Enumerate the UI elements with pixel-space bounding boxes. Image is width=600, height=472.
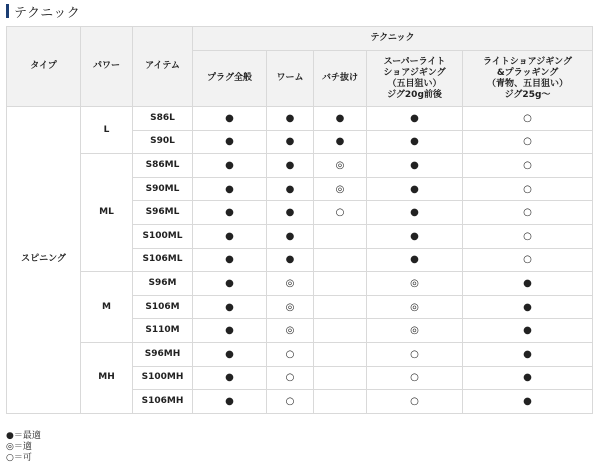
mark-cell: ● bbox=[193, 224, 267, 248]
mark-cell: ● bbox=[367, 107, 463, 131]
mark-cell: ○ bbox=[463, 130, 593, 154]
header-technique-4 bbox=[463, 51, 593, 107]
mark-cell: ◎ bbox=[267, 319, 314, 343]
item-cell: S90L bbox=[133, 130, 193, 154]
mark-cell: ● bbox=[367, 177, 463, 201]
mark-cell bbox=[314, 224, 367, 248]
heading-accent-bar bbox=[6, 4, 9, 18]
mark-cell: ● bbox=[463, 342, 593, 366]
header-technique-line: ジグ20g前後 bbox=[387, 89, 442, 100]
mark-cell: ● bbox=[463, 390, 593, 414]
table-row bbox=[7, 272, 593, 296]
mark-cell: ● bbox=[367, 154, 463, 178]
header-technique-2 bbox=[314, 51, 367, 107]
section-title: テクニック bbox=[14, 5, 81, 21]
mark-cell: ◎ bbox=[267, 272, 314, 296]
power-cell: ML bbox=[81, 154, 133, 272]
mark-cell: ○ bbox=[463, 201, 593, 225]
mark-cell bbox=[314, 319, 367, 343]
table-row bbox=[7, 154, 593, 178]
mark-cell: ◎ bbox=[314, 154, 367, 178]
mark-cell: ○ bbox=[463, 177, 593, 201]
mark-cell: ● bbox=[193, 295, 267, 319]
mark-cell: ● bbox=[193, 366, 267, 390]
item-cell: S96ML bbox=[133, 201, 193, 225]
mark-cell: ● bbox=[193, 154, 267, 178]
mark-cell: ○ bbox=[463, 107, 593, 131]
mark-cell: ○ bbox=[267, 366, 314, 390]
header-technique-line: スーパーライト bbox=[383, 56, 446, 67]
item-cell: S100MH bbox=[133, 366, 193, 390]
mark-cell: ◎ bbox=[367, 272, 463, 296]
header-item: アイテム bbox=[133, 27, 193, 107]
mark-cell: ○ bbox=[267, 390, 314, 414]
mark-cell: ○ bbox=[367, 342, 463, 366]
mark-cell bbox=[314, 248, 367, 272]
header-technique-group: テクニック bbox=[193, 27, 593, 51]
mark-cell: ● bbox=[463, 295, 593, 319]
mark-cell: ○ bbox=[463, 224, 593, 248]
item-cell: S106MH bbox=[133, 390, 193, 414]
item-cell: S106ML bbox=[133, 248, 193, 272]
mark-cell: ● bbox=[367, 201, 463, 225]
mark-cell: ● bbox=[193, 201, 267, 225]
mark-cell: ● bbox=[193, 272, 267, 296]
mark-cell: ◎ bbox=[367, 319, 463, 343]
mark-cell: ● bbox=[193, 177, 267, 201]
mark-cell: ● bbox=[267, 130, 314, 154]
mark-cell: ● bbox=[267, 201, 314, 225]
mark-cell: ● bbox=[193, 107, 267, 131]
mark-cell: ○ bbox=[367, 390, 463, 414]
header-technique-line: プラグ全般 bbox=[206, 73, 252, 83]
mark-cell: ● bbox=[314, 107, 367, 131]
legend-possible: ○＝可 bbox=[6, 453, 32, 463]
header-technique-0 bbox=[193, 51, 267, 107]
power-cell: L bbox=[81, 107, 133, 154]
item-cell: S110M bbox=[133, 319, 193, 343]
mark-cell bbox=[314, 342, 367, 366]
legend-best: ●＝最適 bbox=[6, 431, 41, 441]
mark-cell: ● bbox=[367, 224, 463, 248]
header-technique-line: ジグ25g～ bbox=[504, 89, 551, 100]
item-cell: S100ML bbox=[133, 224, 193, 248]
header-technique-1 bbox=[267, 51, 314, 107]
mark-cell: ○ bbox=[314, 201, 367, 225]
mark-cell: ● bbox=[267, 154, 314, 178]
mark-cell: ● bbox=[267, 224, 314, 248]
header-power: パワー bbox=[81, 27, 133, 107]
mark-cell bbox=[314, 366, 367, 390]
mark-cell: ● bbox=[193, 390, 267, 414]
mark-cell: ● bbox=[193, 130, 267, 154]
header-technique-line: （青物、五目狙い） bbox=[487, 78, 569, 89]
mark-cell: ○ bbox=[367, 366, 463, 390]
header-technique-3 bbox=[367, 51, 463, 107]
mark-cell: ○ bbox=[463, 154, 593, 178]
mark-cell: ● bbox=[314, 130, 367, 154]
mark-cell: ◎ bbox=[267, 295, 314, 319]
mark-cell bbox=[314, 390, 367, 414]
item-cell: S90ML bbox=[133, 177, 193, 201]
mark-cell: ● bbox=[367, 130, 463, 154]
mark-cell: ● bbox=[193, 248, 267, 272]
mark-cell: ◎ bbox=[367, 295, 463, 319]
power-cell: MH bbox=[81, 342, 133, 413]
technique-table bbox=[6, 26, 593, 414]
mark-cell: ● bbox=[463, 319, 593, 343]
mark-cell: ● bbox=[463, 272, 593, 296]
mark-cell: ◎ bbox=[314, 177, 367, 201]
mark-cell: ● bbox=[267, 177, 314, 201]
mark-cell: ● bbox=[267, 248, 314, 272]
item-cell: S96M bbox=[133, 272, 193, 296]
mark-cell: ● bbox=[463, 366, 593, 390]
header-technique-line: ライトショアジギング bbox=[483, 56, 572, 67]
mark-cell: ● bbox=[367, 248, 463, 272]
header-technique-line: ワーム bbox=[276, 73, 304, 83]
table-row bbox=[7, 107, 593, 131]
mark-cell bbox=[314, 272, 367, 296]
mark-cell: ○ bbox=[463, 248, 593, 272]
mark-cell: ● bbox=[267, 107, 314, 131]
mark-cell: ● bbox=[193, 319, 267, 343]
header-technique-line: &プラッギング bbox=[496, 67, 559, 78]
legend-suitable: ◎＝適 bbox=[6, 442, 32, 452]
header-technique-line: ショアジギング bbox=[383, 67, 446, 78]
section-heading bbox=[6, 3, 80, 19]
type-cell: スピニング bbox=[7, 107, 81, 414]
header-technique-line: （五目狙い） bbox=[387, 78, 442, 89]
mark-cell bbox=[314, 295, 367, 319]
item-cell: S96MH bbox=[133, 342, 193, 366]
table-row bbox=[7, 342, 593, 366]
header-type: タイプ bbox=[7, 27, 81, 107]
header-technique-line: バチ抜け bbox=[321, 73, 358, 83]
item-cell: S106M bbox=[133, 295, 193, 319]
mark-cell: ● bbox=[193, 342, 267, 366]
item-cell: S86L bbox=[133, 107, 193, 131]
legend bbox=[6, 431, 41, 464]
item-cell: S86ML bbox=[133, 154, 193, 178]
power-cell: M bbox=[81, 272, 133, 343]
mark-cell: ○ bbox=[267, 342, 314, 366]
